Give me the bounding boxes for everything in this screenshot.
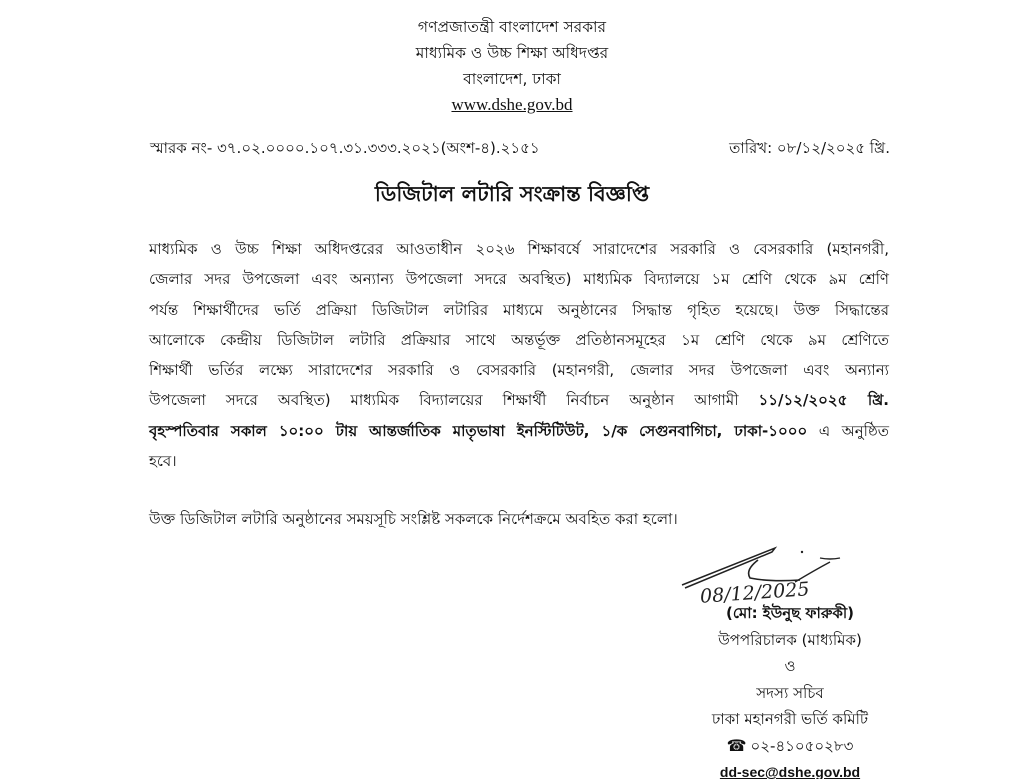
signatory-designation: উপপরিচালক (মাধ্যমিক) [718,630,862,649]
lottery-venue: বৃহস্পতিবার সকাল ১০:০০ টায় আন্তর্জাতিক মাতৃভাষা ইনস্টিটিউট, ১/ক সেগুনবাগিচা, ঢাকা-১০০০ [149,421,808,440]
phone-number: ০২-৪১০৫০২৮৩ [750,736,854,755]
website-link[interactable]: www.dshe.gov.bd [451,95,573,114]
directorate-name: মাধ্যমিক ও উচ্চ শিক্ষা অধিদপ্তর [415,44,609,62]
closing-statement: উক্ত ডিজিটাল লটারি অনুষ্ঠানের সময়সূচি সংশ্লিষ্ট সকলকে নির্দেশক্রমে অবহিত করা হলো। [149,510,678,528]
body-line: শিক্ষার্থী ভর্তির লক্ষ্যে সারাদেশের সরকারি ও বেসরকারি (মহানগরী, জেলার সদর উপজেলা এবং অন্যান্য [149,361,889,380]
telephone-icon: ☎ [726,735,747,755]
body-line: বৃহস্পতিবার সকাল ১০:০০ টায় আন্তর্জাতিক মাতৃভাষা ইনস্টিটিউট, ১/ক সেগুনবাগিচা, ঢাকা-১০০০ এ অনুষ্ঠিত [149,421,889,440]
body-line: আলোকে কেন্দ্রীয় ডিজিটাল লটারি প্রক্রিয়ার সাথে অন্তর্ভূক্ত প্রতিষ্ঠানসমূহের ১ম শ্রেণি থেকে ৯ম শ্রেণিতে [149,330,889,349]
body-line: পর্যন্ত শিক্ষার্থীদের ভর্তি প্রক্রিয়া ডিজিটাল লটারির মাধ্যমে অনুষ্ঠানের সিদ্ধান্ত গৃহিত হয়েছে। উক্ত সিদ্ধান্তের [149,300,889,319]
body-line: হবে। [149,452,177,471]
location: বাংলাদেশ, ঢাকা [463,70,561,88]
phone-row [640,733,940,760]
signatory-block [640,600,940,779]
conjunction: ও [784,657,796,675]
memo-date: তারিখ: ০৮/১২/২০২৫ খ্রি. [729,139,890,157]
body-line: জেলার সদর উপজেলা এবং অন্যান্য উপজেলা সদরে অবস্থিত) মাধ্যমিক বিদ্যালয়ে ১ম শ্রেণি থেকে ৯ম শ্রেণি [149,270,889,289]
memo-reference: স্মারক নং- ৩৭.০২.০০০০.১০৭.৩১.৩৩৩.২০২১(অংশ-৪).২১৫১ [150,139,540,157]
committee-name: ঢাকা মহানগরী ভর্তি কমিটি [711,710,869,728]
memo-row [150,137,890,162]
notice-body [149,234,889,476]
notice-title: ডিজিটাল লটারি সংক্রান্ত বিজ্ঞপ্তি [374,182,650,206]
body-line: উপজেলা সদরে অবস্থিত) মাধ্যমিক বিদ্যালয়ের শিক্ষার্থী নির্বাচন অনুষ্ঠান আগামী ১১/১২/২০২৫ খ্রি. [149,391,889,410]
signatory-role: সদস্য সচিব [756,683,824,702]
letterhead [0,14,1024,118]
government-name: গণপ্রজাতন্ত্রী বাংলাদেশ সরকার [417,18,607,36]
handwritten-date: 08/12/2025 [699,578,811,608]
body-line: মাধ্যমিক ও উচ্চ শিক্ষা অধিদপ্তরের আওতাধীন ২০২৬ শিক্ষাবর্ষে সারাদেশের সরকারি ও বেসরকারি (মহানগরী, [149,240,889,258]
signatory-name: (মো: ইউনুছ ফারুকী) [725,604,855,622]
email-link[interactable]: dd-sec@dshe.gov.bd [719,764,861,779]
lottery-date: ১১/১২/২০২৫ খ্রি. [758,391,889,410]
